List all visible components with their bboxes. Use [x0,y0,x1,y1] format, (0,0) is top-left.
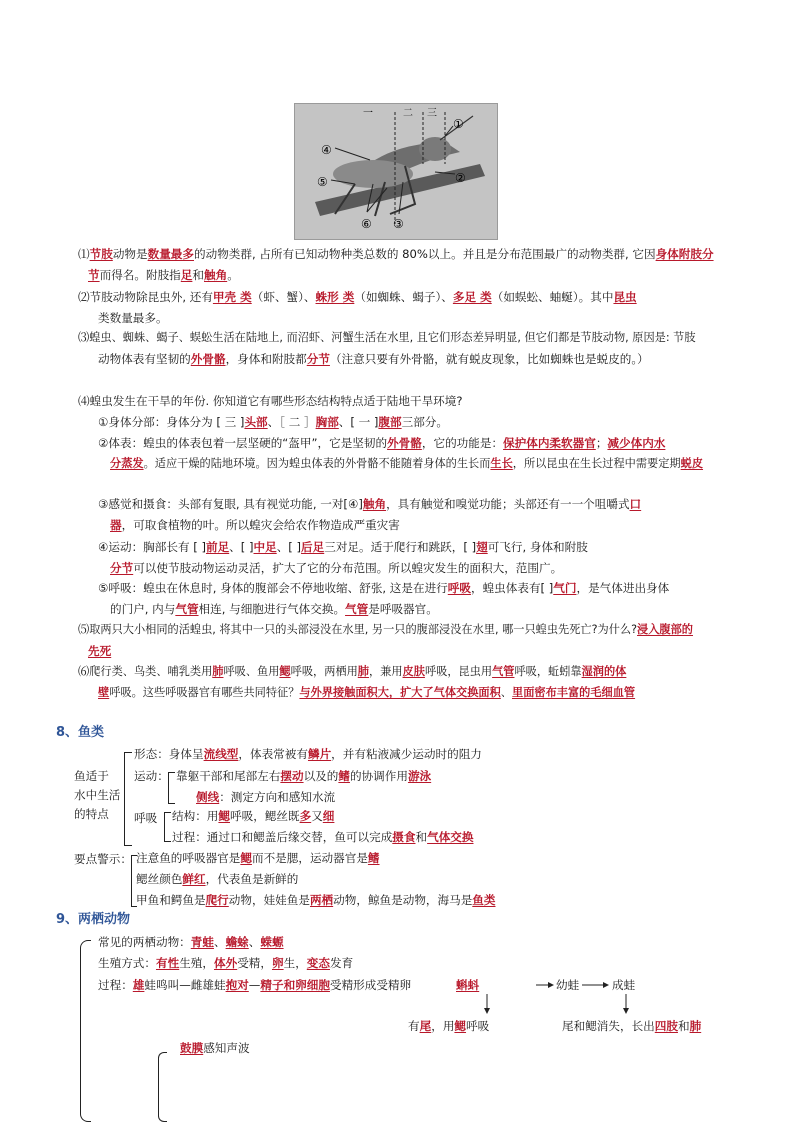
fish-move-line2: 侧线：测定方向和感知水流 [196,790,336,804]
q1-line1: ⑴节肢动物是数量最多的动物类群, 占所有已知动物种类总数的 80%以上。并且是分布范围最广的动物类群, 它因身体附肢分 [78,247,714,261]
fish-root-2: 水中生活 [74,788,121,802]
fish-breath-label: 呼吸 [134,811,158,825]
q6-line2: 壁呼吸。这些呼吸器官有哪些共同特征？与外界接触面积大，扩大了气体交换面积、里面密布丰富的毛细血管 [98,686,636,699]
fig-label-1: 一 [363,108,373,119]
q4-motion-line1: ④运动：胸部长有 [ ]前足、[ ]中足、[ ]后足三对足。适于爬行和跳跃，[ ]翅可飞行, 身体和附肢 [98,540,588,554]
fish-form: 形态：身体呈流线型，体表常被有鳞片，并有粘液减少运动时的阻力 [134,747,482,761]
amph-process: 过程：雄蛙鸣叫—雌雄蛙抱对—精子和卵细胞受精形成受精卵 [98,978,412,992]
fig-marker-4: ④ [321,143,332,157]
amph-process-tadpole: 蝌蚪 [456,978,480,992]
fig-marker-1: ① [453,117,464,131]
fish-breath-line2: 过程：通过口和鳃盖后缘交替，鱼可以完成摄食和气体交换 [172,830,474,844]
amph-tadpole-breath: 有尾，用鳃呼吸 [408,1019,490,1033]
fish-heading: 8、鱼类 [56,725,105,740]
q4-surface-line1: ②体表：蝗虫的体表包着一层坚硬的“盔甲”，它是坚韧的外骨骼，它的功能是：保护体内柔软器官；减少体内水 [98,436,666,450]
q1-line2: 节而得名。附肢指足和触角。 [88,268,239,282]
q2-line1: ⑵节肢动物除昆虫外, 还有甲壳 类（虾、蟹）、蛛形 类（如蜘蛛、蝎子）、多足 类（如蜈蚣、蚰蜒）。其中昆虫 [78,290,637,304]
fish-breath-line1: 结构：用鳃呼吸，鳃丝既多又细 [172,809,335,823]
q4-intro: ⑷蝗虫发生在干旱的年份. 你知道它有哪些形态结构特点适于陆地干旱环境? [78,394,463,408]
amph-process-froglet: 幼蛙 [556,978,580,992]
q4-surface-line2: 分蒸发。适应干燥的陆地环境。因为蝗虫体表的外骨骼不能随着身体的生长而生长，所以昆虫在生长过程中需要定期蜕皮 [110,457,704,470]
q4-sense-line1: ③感觉和摄食：头部有复眼, 具有视觉功能, 一对[④]触角，具有触觉和嗅觉功能；头部还有一一个咀嚼式口 [98,497,642,511]
amph-metamorphosis: 尾和鳃消失，长出四肢和肺 [562,1019,702,1033]
fig-label-3: 三 [427,108,437,119]
fish-note-line1: 注意鱼的呼吸器官是鳃而不是腮，运动器官是鳍 [136,851,380,865]
fig-marker-2: ② [455,171,466,185]
fish-move-label: 运动： [134,769,169,783]
fish-root-1: 鱼适于 [74,769,109,783]
amph-process-adult: 成蛙 [612,978,636,992]
fish-move-line1: 靠躯干部和尾部左右摆动以及的鳍的协调作用游泳 [176,769,432,783]
fig-marker-5: ⑤ [317,175,328,189]
q6-line1: ⑹爬行类、鸟类、哺乳类用肺呼吸、鱼用鳃呼吸，两栖用肺，兼用皮肤呼吸，昆虫用气管呼吸，蚯蚓靠湿润的体 [78,665,627,678]
fish-root-3: 的特点 [74,807,109,821]
fig-label-2: 二 [403,108,413,119]
amph-brace-sub [158,1052,167,1122]
fig-marker-6: ⑥ [361,217,372,231]
q4-body-parts: ①身体分部：身体分为 [ 三 ]头部、［ 二 ］胸部、[ 一 ]腹部三部分。 [98,415,448,429]
q3-line1: ⑶蝗虫、蜘蛛、蝎子、蜈蚣生活在陆地上, 而沼虾、河蟹生活在水里, 且它们形态差异明显, 但它们都是节肢动物, 原因是: 节肢 [78,331,696,344]
q3-line2: 动物体表有坚韧的外骨骼，身体和附肢都分节（注意只要有外骨骼，就有蜕皮现象，比如蜘蛛也是蜕皮的。） [98,352,649,366]
q4-breath-line1: ⑤呼吸：蝗虫在休息时, 身体的腹部会不停地收缩、舒张, 这是在进行呼吸，蝗虫体表有[ ]气门，是气体进出身体 [98,581,670,595]
fish-note-line3: 甲鱼和鳄鱼是爬行动物，娃娃鱼是两栖动物，鲸鱼是动物，海马是鱼类 [136,893,496,907]
amph-heading: 9、两栖动物 [56,912,131,927]
amph-common: 常见的两栖动物：青蛙、蟾蜍、蝾螈 [98,935,284,949]
fish-note-label: 要点警示： [74,852,132,866]
q5-line2: 先死 [88,644,112,658]
fish-note-line2: 鳃丝颜色鲜红，代表鱼是新鲜的 [136,872,299,886]
q5-line1: ⑸取两只大小相同的活蝗虫, 将其中一只的头部浸没在水里, 另一只的腹部浸没在水里, 哪一只蝗虫先死亡?为什么?浸入腹部的 [78,623,693,636]
fig-marker-3: ③ [393,217,404,231]
amph-hearing: 鼓膜感知声波 [180,1041,250,1055]
q4-sense-line2: 器，可取食植物的叶。所以蝗灾会给农作物造成严重灾害 [110,518,400,532]
q4-breath-line2: 的门户, 内与气管相连, 与细胞进行气体交换。气管是呼吸器官。 [110,602,438,616]
q2-line2: 类数量最多。 [98,311,168,325]
amph-reproduction: 生殖方式：有性生殖，体外受精，卵生，变态发育 [98,956,354,970]
q4-motion-line2: 分节可以使节肢动物运动灵活，扩大了它的分布范围。所以蝗灾发生的面积大，范围广。 [110,561,563,575]
